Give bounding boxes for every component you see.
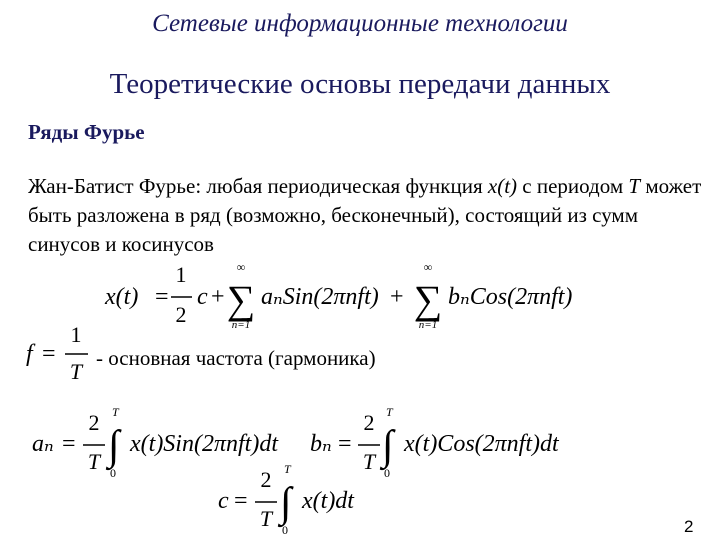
intro-period: T	[628, 174, 641, 198]
series-eq: =	[155, 284, 169, 310]
an-integrand: x(t)Sin(2πnft)dt	[130, 431, 278, 457]
c-lower: 0	[282, 523, 288, 537]
an-lhs: aₙ	[32, 431, 54, 457]
series-term1: aₙSin(2πnft)	[261, 284, 379, 310]
sum1-sigma: ∑	[226, 277, 256, 322]
intro-function: x(t)	[487, 174, 518, 198]
course-title: Сетевые информационные технологии	[152, 10, 568, 37]
series-plus2: +	[390, 284, 404, 310]
bn-upper: T	[386, 405, 393, 419]
section-heading: Ряды Фурье	[28, 120, 145, 144]
bn-lower: 0	[384, 466, 390, 480]
intro-text-1: Жан-Батист Фурье: любая периодическая функция	[28, 174, 488, 198]
page-number: 2	[684, 517, 694, 536]
series-lhs: x(t)	[105, 284, 139, 310]
an-num: 2	[88, 410, 100, 435]
c-num: 2	[260, 467, 272, 492]
bn-integrand: x(t)Cos(2πnft)dt	[404, 431, 559, 457]
bn-integral-sign: ∫	[382, 423, 394, 469]
slide-title: Теоретические основы передачи данных	[109, 68, 611, 100]
c-lhs: c	[218, 488, 229, 514]
series-c: c	[197, 284, 208, 310]
c-formula	[218, 462, 398, 538]
bn-den: T	[362, 449, 376, 474]
intro-paragraph	[28, 172, 708, 259]
series-plus1: +	[211, 284, 225, 310]
sum1-lower: n=1	[231, 319, 251, 331]
frequency-formula	[26, 323, 96, 385]
an-eq: =	[62, 431, 76, 457]
c-eq: =	[234, 488, 248, 514]
an-upper: T	[112, 405, 119, 419]
frequency-num: 1	[70, 322, 82, 347]
c-integrand: x(t)dt	[302, 488, 354, 514]
sum2-lower: n=1	[418, 319, 438, 331]
c-den: T	[259, 506, 273, 531]
frequency-den: T	[69, 359, 83, 384]
intro-text-3: может быть разложена в ряд (возможно, бесконечный), состоящий из сумм синусов и косинусов	[28, 174, 702, 256]
sum2-sigma: ∑	[413, 277, 443, 322]
an-lower: 0	[110, 466, 116, 480]
series-term2: bₙCos(2πnft)	[448, 284, 573, 310]
c-integral-sign: ∫	[280, 480, 292, 526]
series-half-num: 1	[175, 262, 187, 287]
frequency-lhs: f	[26, 341, 33, 367]
bn-lhs: bₙ	[310, 431, 332, 457]
bn-eq: =	[338, 431, 352, 457]
c-upper: T	[284, 462, 291, 476]
intro-text-2: с периодом	[517, 174, 629, 198]
an-den: T	[87, 449, 101, 474]
sum1-upper: ∞	[236, 260, 246, 274]
harmonic-caption: - основная частота (гармоника)	[96, 346, 376, 370]
bn-num: 2	[363, 410, 375, 435]
sum2-upper: ∞	[423, 260, 433, 274]
frequency-eq: =	[42, 341, 56, 367]
fourier-series-formula	[105, 258, 585, 330]
an-integral-sign: ∫	[108, 423, 120, 469]
series-half-den: 2	[175, 302, 187, 327]
